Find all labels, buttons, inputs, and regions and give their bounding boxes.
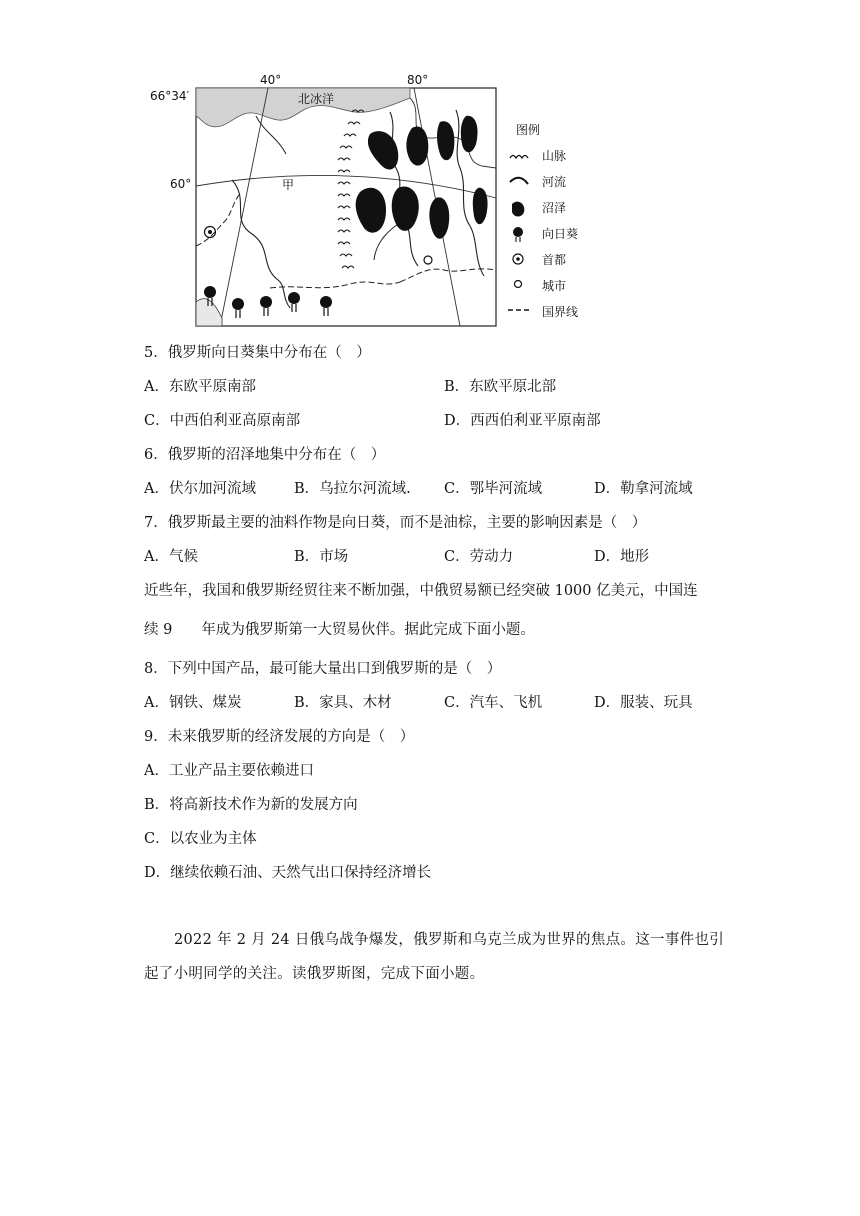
swamp-icon (512, 202, 524, 217)
capital-icon (513, 254, 523, 264)
question-7-option-b: B．市场 (294, 549, 349, 565)
question-6-option-d: D．勒拿河流域 (594, 481, 693, 497)
legend-label-swamp: 沼泽 (542, 201, 567, 215)
question-5-option-b: B．东欧平原北部 (444, 379, 557, 395)
question-5-stem: 5．俄罗斯向日葵集中分布在（ ） (144, 345, 371, 361)
question-7-option-a: A．气候 (144, 549, 198, 565)
question-8-option-d: D．服装、玩具 (594, 695, 693, 711)
question-6-option-a: A．伏尔加河流域 (144, 481, 256, 497)
question-9-option-b: B．将高新技术作为新的发展方向 (144, 797, 358, 813)
legend-title: 图例 (516, 123, 541, 137)
legend-label-sunflower: 向日葵 (542, 227, 579, 241)
war-intro-line-1: 2022 年 2 月 24 日俄乌战争爆发，俄罗斯和乌克兰成为世界的焦点。这一事件也引 (174, 932, 725, 948)
question-9-option-a: A．工业产品主要依赖进口 (144, 763, 314, 779)
question-5-option-c: C．中西伯利亚高原南部 (144, 413, 301, 429)
lon-label-40: 40° (260, 73, 282, 87)
question-8-option-a: A．钢铁、煤炭 (144, 695, 242, 711)
question-8-option-b: B．家具、木材 (294, 695, 392, 711)
city-icon (424, 256, 432, 264)
legend-label-capital: 首都 (542, 253, 567, 267)
city-icon (515, 281, 522, 288)
question-9-option-c: C．以农业为主体 (144, 831, 257, 847)
russia-map (150, 70, 600, 330)
question-9-stem: 9．未来俄罗斯的经济发展的方向是（ ） (144, 729, 415, 745)
map-legend (508, 122, 578, 319)
question-7-stem: 7．俄罗斯最主要的油料作物是向日葵，而不是油棕，主要的影响因素是（ ） (144, 515, 647, 531)
war-intro-line-2: 起了小明同学的关注。读俄罗斯图，完成下面小题。 (144, 966, 485, 982)
trade-intro-line-1: 近些年，我国和俄罗斯经贸往来不断加强，中俄贸易额已经突破 1000 亿美元，中国连 (144, 583, 698, 599)
river-icon (510, 178, 528, 184)
question-7-option-c: C．劳动力 (444, 549, 514, 565)
region-label-jia: 甲 (282, 178, 295, 192)
sunflower-icon (513, 227, 523, 242)
question-9-option-d: D．继续依赖石油、天然气出口保持经济增长 (144, 865, 432, 881)
lat-label-arctic-circle: 66°34′ (150, 89, 190, 103)
legend-label-city: 城市 (542, 279, 567, 293)
lon-label-80: 80° (407, 73, 429, 87)
question-5-option-a: A．东欧平原南部 (144, 379, 256, 395)
mountain-icon (510, 156, 528, 159)
question-5-option-d: D．西西伯利亚平原南部 (444, 413, 601, 429)
trade-intro-line-2: 续 9 年成为俄罗斯第一大贸易伙伴。据此完成下面小题。 (144, 622, 535, 638)
arctic-ocean-label: 北冰洋 (298, 92, 335, 106)
question-6-stem: 6．俄罗斯的沼泽地集中分布在（ ） (144, 447, 386, 463)
lat-label-60: 60° (170, 177, 192, 191)
legend-label-river: 河流 (542, 175, 567, 189)
question-7-option-d: D．地形 (594, 549, 650, 565)
legend-label-mountain: 山脉 (542, 149, 567, 163)
question-8-option-c: C．汽车、飞机 (444, 695, 543, 711)
legend-label-border: 国界线 (542, 305, 579, 319)
question-6-option-b: B．乌拉尔河流域. (294, 481, 411, 497)
question-6-option-c: C．鄂毕河流域 (444, 481, 543, 497)
question-8-stem: 8．下列中国产品，最可能大量出口到俄罗斯的是（ ） (144, 661, 502, 677)
